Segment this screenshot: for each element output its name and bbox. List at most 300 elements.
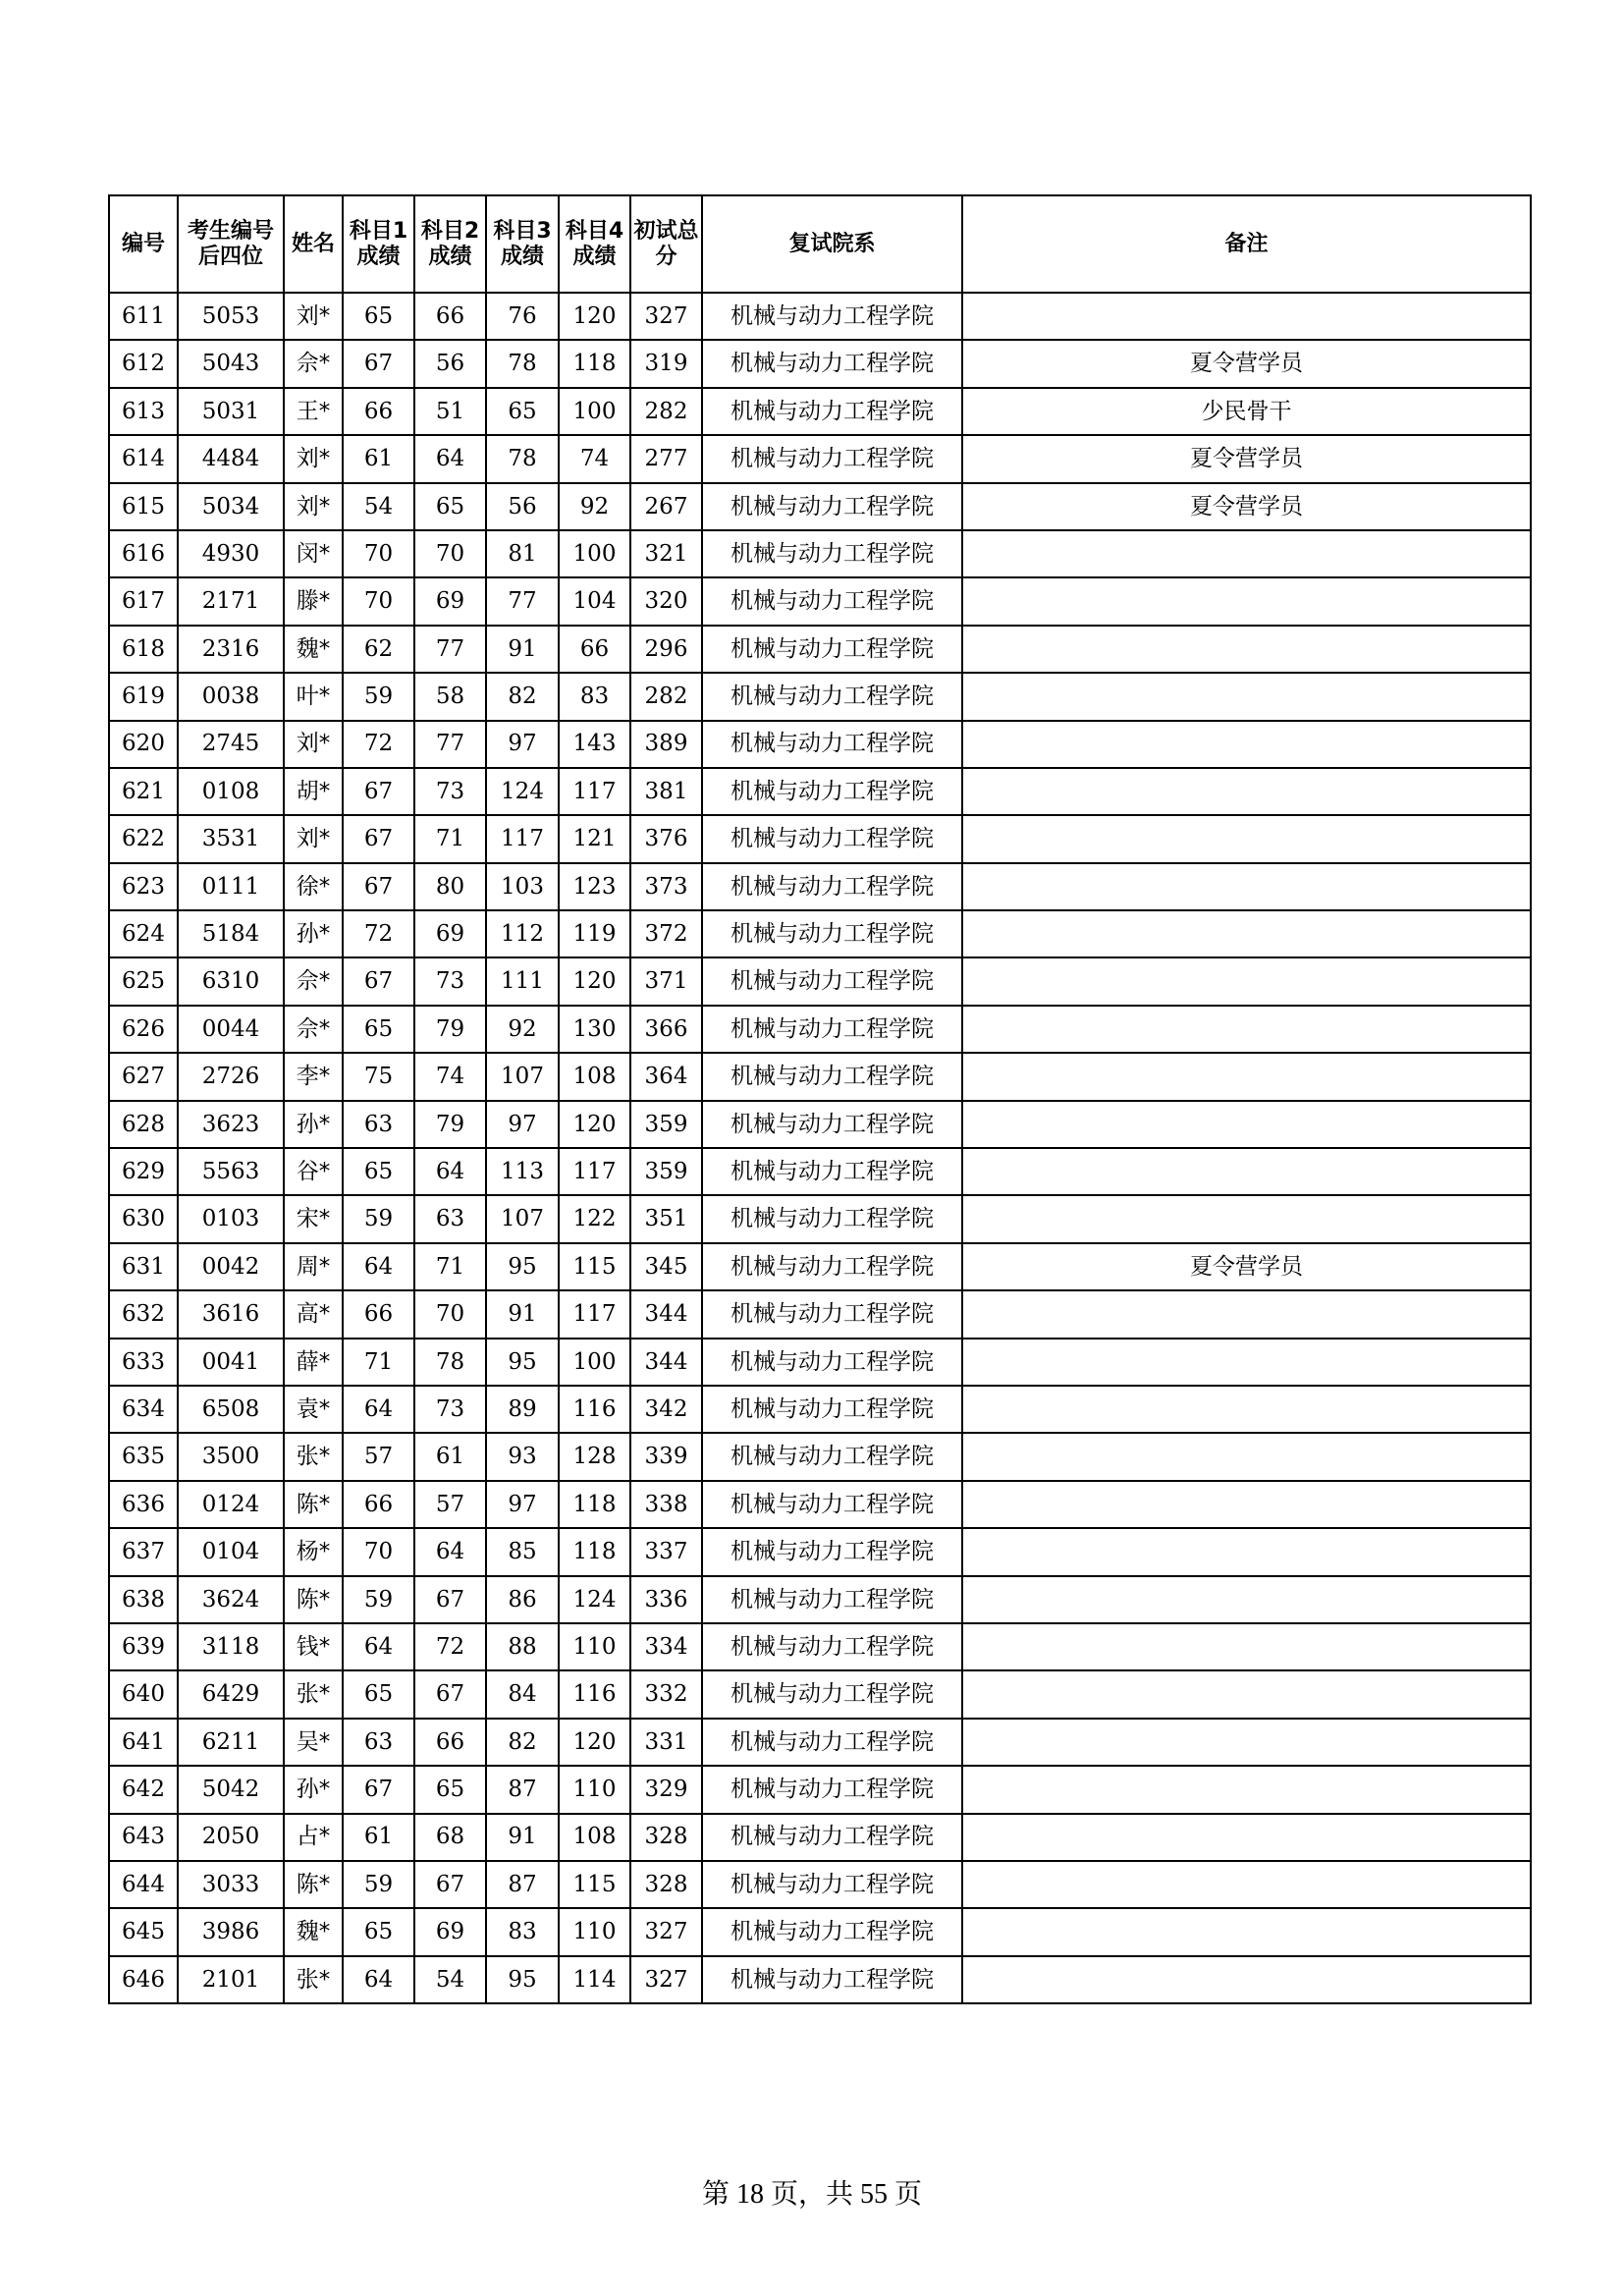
cell-subject3: 87 — [486, 1766, 559, 1813]
cell-total: 372 — [630, 910, 702, 957]
cell-total: 389 — [630, 721, 702, 768]
cell-note — [962, 293, 1531, 340]
table-row — [109, 1861, 1531, 1908]
cell-candidate-suffix: 4930 — [178, 530, 284, 577]
cell-subject4: 92 — [559, 483, 630, 530]
cell-subject1: 65 — [343, 1148, 414, 1195]
cell-subject1: 59 — [343, 1195, 414, 1242]
cell-subject4: 83 — [559, 673, 630, 720]
cell-subject2: 71 — [414, 1243, 486, 1290]
cell-candidate-suffix: 5053 — [178, 293, 284, 340]
cell-name: 周* — [284, 1243, 343, 1290]
cell-candidate-suffix: 5184 — [178, 910, 284, 957]
cell-subject2: 73 — [414, 957, 486, 1005]
cell-name: 张* — [284, 1670, 343, 1718]
table-row — [109, 1908, 1531, 1955]
cell-subject4: 110 — [559, 1623, 630, 1670]
cell-total: 342 — [630, 1386, 702, 1433]
cell-subject1: 65 — [343, 1006, 414, 1053]
cell-subject1: 59 — [343, 1861, 414, 1908]
cell-candidate-suffix: 5043 — [178, 340, 284, 387]
cell-name: 佘* — [284, 1006, 343, 1053]
cell-subject1: 71 — [343, 1339, 414, 1386]
cell-no: 611 — [109, 293, 178, 340]
cell-total: 334 — [630, 1623, 702, 1670]
cell-candidate-suffix: 2726 — [178, 1053, 284, 1100]
cell-name: 陈* — [284, 1576, 343, 1623]
table-row — [109, 577, 1531, 625]
cell-total: 277 — [630, 435, 702, 482]
cell-subject2: 72 — [414, 1623, 486, 1670]
cell-subject2: 70 — [414, 1290, 486, 1338]
cell-note — [962, 768, 1531, 815]
table-row — [109, 1243, 1531, 1290]
cell-note — [962, 1766, 1531, 1813]
cell-no: 619 — [109, 673, 178, 720]
cell-subject1: 66 — [343, 1290, 414, 1338]
cell-name: 滕* — [284, 577, 343, 625]
cell-candidate-suffix: 5031 — [178, 388, 284, 435]
cell-subject1: 64 — [343, 1623, 414, 1670]
cell-note: 少民骨干 — [962, 388, 1531, 435]
header-subject4: 科目4成绩 — [559, 195, 630, 293]
cell-total: 364 — [630, 1053, 702, 1100]
cell-total: 345 — [630, 1243, 702, 1290]
cell-note — [962, 1576, 1531, 1623]
cell-subject2: 67 — [414, 1670, 486, 1718]
cell-no: 635 — [109, 1433, 178, 1480]
cell-subject2: 58 — [414, 673, 486, 720]
header-subject1: 科目1成绩 — [343, 195, 414, 293]
cell-subject2: 71 — [414, 815, 486, 862]
cell-name: 陈* — [284, 1481, 343, 1528]
cell-total: 338 — [630, 1481, 702, 1528]
cell-no: 629 — [109, 1148, 178, 1195]
cell-subject4: 143 — [559, 721, 630, 768]
cell-subject3: 65 — [486, 388, 559, 435]
cell-note — [962, 1528, 1531, 1575]
cell-no: 630 — [109, 1195, 178, 1242]
cell-candidate-suffix: 3986 — [178, 1908, 284, 1955]
cell-department: 机械与动力工程学院 — [702, 1006, 962, 1053]
cell-subject4: 118 — [559, 1528, 630, 1575]
cell-no: 634 — [109, 1386, 178, 1433]
cell-name: 谷* — [284, 1148, 343, 1195]
cell-name: 胡* — [284, 768, 343, 815]
cell-total: 359 — [630, 1101, 702, 1148]
cell-subject3: 107 — [486, 1195, 559, 1242]
cell-subject1: 59 — [343, 1576, 414, 1623]
cell-subject1: 63 — [343, 1719, 414, 1766]
cell-subject3: 124 — [486, 768, 559, 815]
cell-subject3: 81 — [486, 530, 559, 577]
cell-no: 632 — [109, 1290, 178, 1338]
cell-note — [962, 1433, 1531, 1480]
cell-no: 626 — [109, 1006, 178, 1053]
cell-subject3: 88 — [486, 1623, 559, 1670]
cell-subject4: 118 — [559, 1481, 630, 1528]
cell-name: 宋* — [284, 1195, 343, 1242]
cell-subject3: 95 — [486, 1956, 559, 2003]
cell-no: 620 — [109, 721, 178, 768]
cell-total: 329 — [630, 1766, 702, 1813]
table-row — [109, 957, 1531, 1005]
cell-name: 刘* — [284, 435, 343, 482]
cell-subject1: 54 — [343, 483, 414, 530]
cell-name: 佘* — [284, 340, 343, 387]
cell-subject2: 77 — [414, 626, 486, 673]
cell-name: 佘* — [284, 957, 343, 1005]
cell-department: 机械与动力工程学院 — [702, 1481, 962, 1528]
cell-candidate-suffix: 3623 — [178, 1101, 284, 1148]
cell-subject2: 77 — [414, 721, 486, 768]
cell-no: 637 — [109, 1528, 178, 1575]
cell-no: 612 — [109, 340, 178, 387]
cell-subject3: 97 — [486, 721, 559, 768]
cell-candidate-suffix: 6211 — [178, 1719, 284, 1766]
cell-department: 机械与动力工程学院 — [702, 1339, 962, 1386]
header-total: 初试总分 — [630, 195, 702, 293]
cell-subject1: 72 — [343, 910, 414, 957]
cell-subject4: 120 — [559, 293, 630, 340]
cell-subject2: 73 — [414, 1386, 486, 1433]
cell-note — [962, 1386, 1531, 1433]
cell-subject1: 64 — [343, 1386, 414, 1433]
header-row — [109, 195, 1531, 293]
cell-subject2: 74 — [414, 1053, 486, 1100]
cell-note — [962, 957, 1531, 1005]
table-row — [109, 1956, 1531, 2003]
cell-candidate-suffix: 5563 — [178, 1148, 284, 1195]
cell-candidate-suffix: 0044 — [178, 1006, 284, 1053]
header-subject2: 科目2成绩 — [414, 195, 486, 293]
cell-subject3: 77 — [486, 577, 559, 625]
cell-no: 615 — [109, 483, 178, 530]
cell-subject4: 117 — [559, 1290, 630, 1338]
cell-department: 机械与动力工程学院 — [702, 1719, 962, 1766]
cell-total: 328 — [630, 1814, 702, 1861]
cell-no: 613 — [109, 388, 178, 435]
cell-note — [962, 1719, 1531, 1766]
cell-subject4: 116 — [559, 1386, 630, 1433]
cell-name: 薛* — [284, 1339, 343, 1386]
cell-department: 机械与动力工程学院 — [702, 1243, 962, 1290]
cell-department: 机械与动力工程学院 — [702, 340, 962, 387]
cell-no: 616 — [109, 530, 178, 577]
cell-no: 643 — [109, 1814, 178, 1861]
score-table — [108, 194, 1532, 2004]
cell-no: 633 — [109, 1339, 178, 1386]
table-row — [109, 1670, 1531, 1718]
cell-department: 机械与动力工程学院 — [702, 1956, 962, 2003]
table-row — [109, 483, 1531, 530]
cell-no: 631 — [109, 1243, 178, 1290]
cell-subject4: 100 — [559, 530, 630, 577]
cell-subject4: 108 — [559, 1053, 630, 1100]
cell-note — [962, 1623, 1531, 1670]
cell-subject3: 82 — [486, 673, 559, 720]
cell-department: 机械与动力工程学院 — [702, 293, 962, 340]
cell-subject4: 124 — [559, 1576, 630, 1623]
cell-subject4: 119 — [559, 910, 630, 957]
table-row — [109, 1433, 1531, 1480]
cell-total: 327 — [630, 1908, 702, 1955]
cell-note — [962, 1956, 1531, 2003]
cell-subject2: 64 — [414, 435, 486, 482]
cell-subject2: 66 — [414, 1719, 486, 1766]
cell-subject2: 54 — [414, 1956, 486, 2003]
cell-subject2: 73 — [414, 768, 486, 815]
cell-no: 640 — [109, 1670, 178, 1718]
cell-subject4: 100 — [559, 1339, 630, 1386]
cell-subject3: 83 — [486, 1908, 559, 1955]
cell-subject3: 87 — [486, 1861, 559, 1908]
cell-note — [962, 1006, 1531, 1053]
cell-subject1: 70 — [343, 530, 414, 577]
cell-subject2: 79 — [414, 1101, 486, 1148]
cell-candidate-suffix: 3033 — [178, 1861, 284, 1908]
cell-subject2: 78 — [414, 1339, 486, 1386]
cell-candidate-suffix: 5042 — [178, 1766, 284, 1813]
table-row — [109, 721, 1531, 768]
cell-note — [962, 530, 1531, 577]
cell-note — [962, 626, 1531, 673]
cell-no: 627 — [109, 1053, 178, 1100]
cell-total: 366 — [630, 1006, 702, 1053]
cell-subject4: 120 — [559, 1101, 630, 1148]
cell-subject4: 108 — [559, 1814, 630, 1861]
cell-candidate-suffix: 2316 — [178, 626, 284, 673]
cell-name: 占* — [284, 1814, 343, 1861]
table-row — [109, 1528, 1531, 1575]
table-body — [109, 293, 1531, 2003]
cell-department: 机械与动力工程学院 — [702, 957, 962, 1005]
cell-note — [962, 1481, 1531, 1528]
cell-subject1: 67 — [343, 340, 414, 387]
cell-total: 267 — [630, 483, 702, 530]
cell-name: 魏* — [284, 1908, 343, 1955]
cell-department: 机械与动力工程学院 — [702, 1670, 962, 1718]
cell-total: 320 — [630, 577, 702, 625]
cell-department: 机械与动力工程学院 — [702, 721, 962, 768]
cell-total: 319 — [630, 340, 702, 387]
cell-name: 杨* — [284, 1528, 343, 1575]
cell-candidate-suffix: 2050 — [178, 1814, 284, 1861]
header-no: 编号 — [109, 195, 178, 293]
cell-subject2: 67 — [414, 1576, 486, 1623]
cell-subject4: 117 — [559, 1148, 630, 1195]
cell-note — [962, 1861, 1531, 1908]
cell-no: 636 — [109, 1481, 178, 1528]
cell-note — [962, 1101, 1531, 1148]
cell-subject2: 66 — [414, 293, 486, 340]
cell-candidate-suffix: 6310 — [178, 957, 284, 1005]
cell-total: 373 — [630, 863, 702, 910]
cell-no: 639 — [109, 1623, 178, 1670]
cell-no: 638 — [109, 1576, 178, 1623]
cell-note — [962, 1670, 1531, 1718]
cell-department: 机械与动力工程学院 — [702, 1814, 962, 1861]
cell-no: 628 — [109, 1101, 178, 1148]
cell-subject4: 121 — [559, 815, 630, 862]
cell-note: 夏令营学员 — [962, 340, 1531, 387]
cell-subject2: 79 — [414, 1006, 486, 1053]
cell-subject1: 64 — [343, 1956, 414, 2003]
cell-subject1: 57 — [343, 1433, 414, 1480]
cell-name: 孙* — [284, 910, 343, 957]
cell-subject1: 66 — [343, 1481, 414, 1528]
table-row — [109, 293, 1531, 340]
cell-candidate-suffix: 0124 — [178, 1481, 284, 1528]
cell-candidate-suffix: 3624 — [178, 1576, 284, 1623]
header-department: 复试院系 — [702, 195, 962, 293]
cell-department: 机械与动力工程学院 — [702, 673, 962, 720]
table-row — [109, 626, 1531, 673]
cell-subject4: 128 — [559, 1433, 630, 1480]
cell-candidate-suffix: 0104 — [178, 1528, 284, 1575]
cell-department: 机械与动力工程学院 — [702, 910, 962, 957]
cell-note — [962, 721, 1531, 768]
cell-subject1: 61 — [343, 1814, 414, 1861]
table-row — [109, 530, 1531, 577]
cell-subject1: 59 — [343, 673, 414, 720]
cell-subject1: 65 — [343, 293, 414, 340]
cell-subject3: 76 — [486, 293, 559, 340]
cell-note — [962, 1053, 1531, 1100]
table-row — [109, 1195, 1531, 1242]
cell-department: 机械与动力工程学院 — [702, 1101, 962, 1148]
cell-total: 351 — [630, 1195, 702, 1242]
cell-subject3: 113 — [486, 1148, 559, 1195]
table-row — [109, 673, 1531, 720]
cell-subject3: 93 — [486, 1433, 559, 1480]
cell-subject3: 91 — [486, 1814, 559, 1861]
header-subject3: 科目3成绩 — [486, 195, 559, 293]
cell-total: 327 — [630, 293, 702, 340]
cell-no: 624 — [109, 910, 178, 957]
cell-department: 机械与动力工程学院 — [702, 1148, 962, 1195]
cell-note — [962, 1195, 1531, 1242]
cell-subject1: 67 — [343, 1766, 414, 1813]
cell-name: 张* — [284, 1956, 343, 2003]
cell-subject2: 65 — [414, 1766, 486, 1813]
cell-subject4: 130 — [559, 1006, 630, 1053]
cell-name: 闵* — [284, 530, 343, 577]
cell-no: 625 — [109, 957, 178, 1005]
cell-subject2: 57 — [414, 1481, 486, 1528]
cell-subject3: 78 — [486, 340, 559, 387]
cell-subject4: 115 — [559, 1243, 630, 1290]
cell-department: 机械与动力工程学院 — [702, 863, 962, 910]
cell-department: 机械与动力工程学院 — [702, 1053, 962, 1100]
cell-note — [962, 815, 1531, 862]
table-row — [109, 1148, 1531, 1195]
cell-department: 机械与动力工程学院 — [702, 577, 962, 625]
cell-note — [962, 577, 1531, 625]
cell-subject4: 114 — [559, 1956, 630, 2003]
cell-department: 机械与动力工程学院 — [702, 1908, 962, 1955]
cell-total: 327 — [630, 1956, 702, 2003]
cell-subject3: 112 — [486, 910, 559, 957]
cell-no: 645 — [109, 1908, 178, 1955]
cell-subject2: 80 — [414, 863, 486, 910]
cell-name: 钱* — [284, 1623, 343, 1670]
cell-total: 339 — [630, 1433, 702, 1480]
cell-no: 614 — [109, 435, 178, 482]
cell-name: 高* — [284, 1290, 343, 1338]
cell-subject4: 118 — [559, 340, 630, 387]
cell-subject2: 69 — [414, 910, 486, 957]
cell-candidate-suffix: 0103 — [178, 1195, 284, 1242]
cell-total: 376 — [630, 815, 702, 862]
cell-subject3: 91 — [486, 1290, 559, 1338]
cell-subject2: 56 — [414, 340, 486, 387]
cell-subject1: 67 — [343, 768, 414, 815]
cell-candidate-suffix: 0038 — [178, 673, 284, 720]
cell-total: 328 — [630, 1861, 702, 1908]
cell-subject3: 107 — [486, 1053, 559, 1100]
table-row — [109, 388, 1531, 435]
cell-no: 617 — [109, 577, 178, 625]
cell-name: 张* — [284, 1433, 343, 1480]
cell-subject3: 78 — [486, 435, 559, 482]
cell-name: 袁* — [284, 1386, 343, 1433]
cell-name: 吴* — [284, 1719, 343, 1766]
cell-no: 618 — [109, 626, 178, 673]
cell-subject4: 117 — [559, 768, 630, 815]
cell-subject1: 66 — [343, 388, 414, 435]
cell-note — [962, 1339, 1531, 1386]
cell-name: 李* — [284, 1053, 343, 1100]
cell-name: 王* — [284, 388, 343, 435]
cell-subject3: 97 — [486, 1481, 559, 1528]
table-row — [109, 1101, 1531, 1148]
cell-total: 336 — [630, 1576, 702, 1623]
table-row — [109, 1339, 1531, 1386]
cell-name: 陈* — [284, 1861, 343, 1908]
cell-subject2: 69 — [414, 1908, 486, 1955]
cell-name: 孙* — [284, 1766, 343, 1813]
cell-note — [962, 1908, 1531, 1955]
table-row — [109, 1290, 1531, 1338]
table-row — [109, 768, 1531, 815]
header-note: 备注 — [962, 195, 1531, 293]
cell-candidate-suffix: 3118 — [178, 1623, 284, 1670]
cell-total: 331 — [630, 1719, 702, 1766]
cell-subject4: 100 — [559, 388, 630, 435]
cell-subject3: 84 — [486, 1670, 559, 1718]
cell-name: 叶* — [284, 673, 343, 720]
cell-department: 机械与动力工程学院 — [702, 1861, 962, 1908]
cell-subject3: 95 — [486, 1243, 559, 1290]
cell-subject2: 70 — [414, 530, 486, 577]
cell-department: 机械与动力工程学院 — [702, 815, 962, 862]
cell-no: 621 — [109, 768, 178, 815]
cell-name: 孙* — [284, 1101, 343, 1148]
cell-total: 344 — [630, 1339, 702, 1386]
cell-note: 夏令营学员 — [962, 483, 1531, 530]
table-row — [109, 863, 1531, 910]
cell-department: 机械与动力工程学院 — [702, 435, 962, 482]
cell-subject2: 67 — [414, 1861, 486, 1908]
cell-subject2: 61 — [414, 1433, 486, 1480]
cell-subject4: 122 — [559, 1195, 630, 1242]
cell-candidate-suffix: 6508 — [178, 1386, 284, 1433]
cell-no: 642 — [109, 1766, 178, 1813]
cell-candidate-suffix: 6429 — [178, 1670, 284, 1718]
cell-name: 刘* — [284, 721, 343, 768]
cell-subject3: 117 — [486, 815, 559, 862]
